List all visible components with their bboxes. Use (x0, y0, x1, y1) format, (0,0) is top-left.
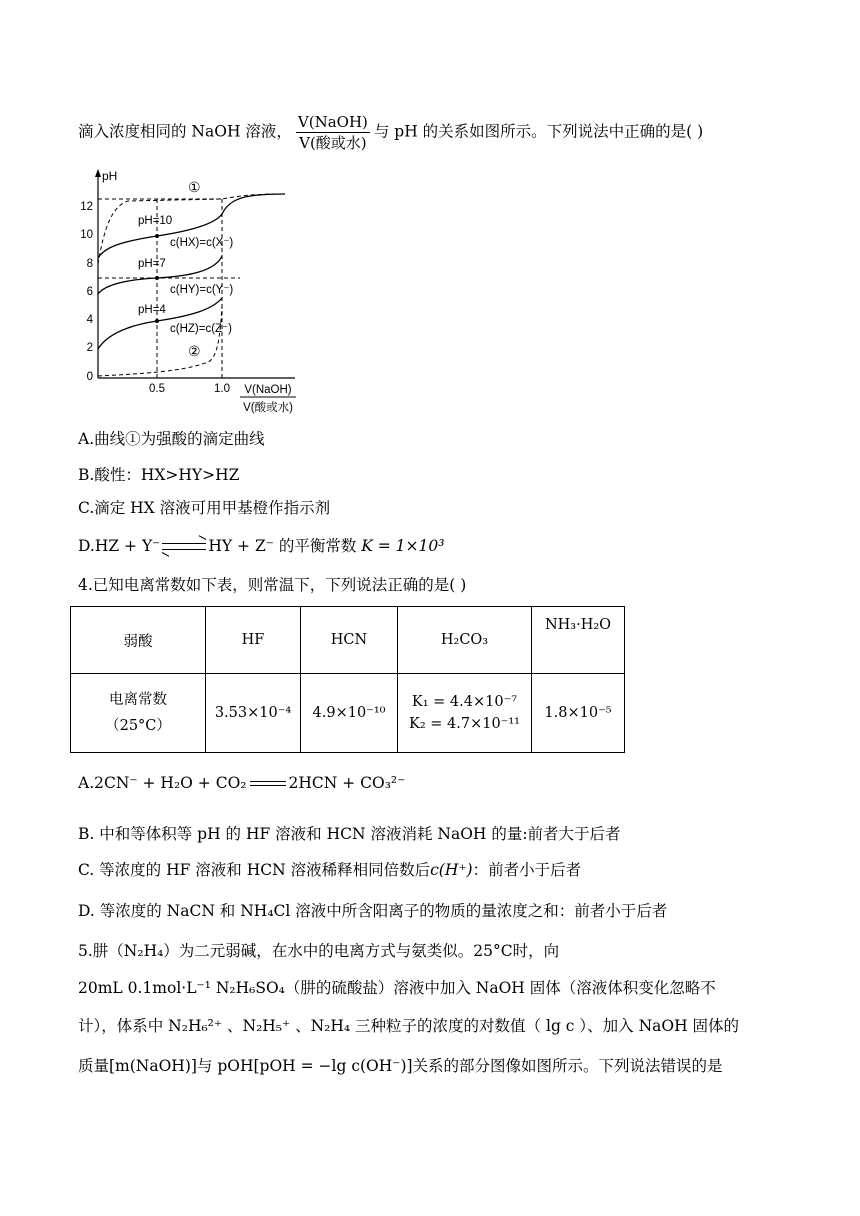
td-k1: K₁ = 4.4×10⁻⁷ (411, 694, 518, 710)
y-tick-0: 0 (86, 371, 93, 383)
equilibrium-arrow (162, 540, 206, 554)
ann-ph7: pH=7 (138, 258, 166, 270)
q3-option-d-prefix: D. (78, 537, 95, 555)
th-hf: HF (206, 607, 301, 674)
q3-frac-num: V(NaOH) (297, 113, 368, 131)
q3-frac-den: V(酸或水) (299, 134, 367, 152)
q3-option-d-k: K = 1×10³ (361, 537, 445, 555)
x-label-den: V(酸或水) (243, 402, 293, 414)
y-tick-12: 12 (80, 201, 93, 213)
curve-1-label: ① (188, 179, 201, 195)
q4-option-c (78, 859, 581, 881)
td-k2: K₂ = 4.7×10⁻¹¹ (409, 716, 520, 732)
q5-line-3: 计），体系中 N₂H₆²⁺ 、N₂H₅⁺ 、N₂H₄ 三种粒子的浓度的对数值（ lg c ）、加入 NaOH 固体的 (78, 1017, 740, 1035)
td-hcn: 4.9×10⁻¹⁰ (301, 674, 398, 753)
q4-option-c-expr: c(H⁺) (430, 861, 473, 879)
y-tick-10: 10 (80, 229, 93, 241)
td-nh3: 1.8×10⁻⁵ (532, 674, 625, 753)
q3-option-d-right: HY + Z⁻ (208, 537, 274, 555)
q4-option-a-prefix: A. (78, 774, 95, 792)
q5-line-1: 5.肼（N₂H₄）为二元弱碱，在水中的电离方式与氨类似。25°C时，向 (78, 942, 560, 960)
q3-option-b: B.酸性：HX>HY>HZ (78, 466, 240, 484)
ann-ph10: pH=10 (138, 215, 173, 227)
curve-2-label: ② (188, 343, 201, 359)
x-tick-1.0: 1.0 (214, 383, 230, 395)
y-axis-label: pH (102, 169, 118, 183)
q5-line-4: 质量[m(NaOH)]与 pOH[pOH = −lg c(OH⁻)]关系的部分图像如图所示。下列说法错误的是 (78, 1057, 723, 1075)
q5-line-2: 20mL 0.1mol·L⁻¹ N₂H₆SO₄（肼的硫酸盐）溶液中加入 NaOH 固体（溶液体积变化忽略不 (78, 979, 716, 997)
y-tick-6: 6 (86, 286, 93, 298)
ann-hx: c(HX)=c(X⁻) (170, 237, 234, 249)
q4-option-d: D. 等浓度的 NaCN 和 NH₄Cl 溶液中所含阳离子的物质的量浓度之和：前者小于后者 (78, 902, 668, 920)
q3-option-c: C.滴定 HX 溶液可用甲基橙作指示剂 (78, 499, 331, 517)
q4-option-a (78, 772, 405, 794)
x-tick-0.5: 0.5 (149, 383, 165, 395)
ann-hy: c(HY)=c(Y⁻) (170, 284, 234, 296)
equals-sign-icon (250, 779, 286, 789)
y-tick-8: 8 (86, 258, 93, 270)
ionization-table (70, 606, 625, 753)
q4-option-a-left: 2CN⁻ + H₂O + CO₂ (94, 774, 247, 792)
q3-option-d-left: HZ + Y⁻ (94, 537, 161, 555)
q3-stem-prefix: 滴入浓度相同的 NaOH 溶液， (78, 122, 292, 141)
th-acid: 弱酸 (71, 607, 206, 674)
y-tick-4: 4 (86, 314, 93, 326)
q3-option-d (78, 535, 444, 557)
td-h2co3 (398, 674, 532, 753)
th-nh3: NH₃·H₂O (532, 607, 625, 674)
td-label-2: （25°C） (105, 718, 171, 734)
q4-option-c-suffix: ：前者小于后者 (472, 861, 582, 879)
q4-option-a-right: 2HCN + CO₃²⁻ (288, 774, 406, 792)
td-label-1: 电离常数 (109, 692, 167, 708)
td-label (71, 674, 206, 753)
q3-option-d-mid: 的平衡常数 (273, 537, 362, 555)
q4-option-c-prefix: C. 等浓度的 HF 溶液和 HCN 溶液稀释相同倍数后 (78, 861, 431, 879)
ann-ph4: pH=4 (138, 304, 166, 316)
th-h2co3: H₂CO₃ (398, 607, 532, 674)
curve-2 (98, 306, 222, 376)
ann-hz: c(HZ)=c(Z⁻) (170, 323, 232, 335)
titration-chart (80, 166, 325, 420)
y-tick-2: 2 (86, 342, 93, 354)
q4-stem: 4.已知电离常数如下表，则常温下，下列说法正确的是( ) (78, 576, 467, 594)
th-hcn: HCN (301, 607, 398, 674)
td-hf: 3.53×10⁻⁴ (206, 674, 301, 753)
q3-fraction (296, 112, 370, 153)
q3-stem-suffix: 与 pH 的关系如图所示。下列说法中正确的是( ) (373, 122, 704, 141)
q4-option-b: B. 中和等体积等 pH 的 HF 溶液和 HCN 溶液消耗 NaOH 的量:前者大于后者 (78, 825, 621, 843)
q3-option-a: A.曲线①为强酸的滴定曲线 (78, 430, 265, 448)
x-label-num: V(NaOH) (244, 384, 292, 396)
q3-stem (78, 112, 703, 153)
